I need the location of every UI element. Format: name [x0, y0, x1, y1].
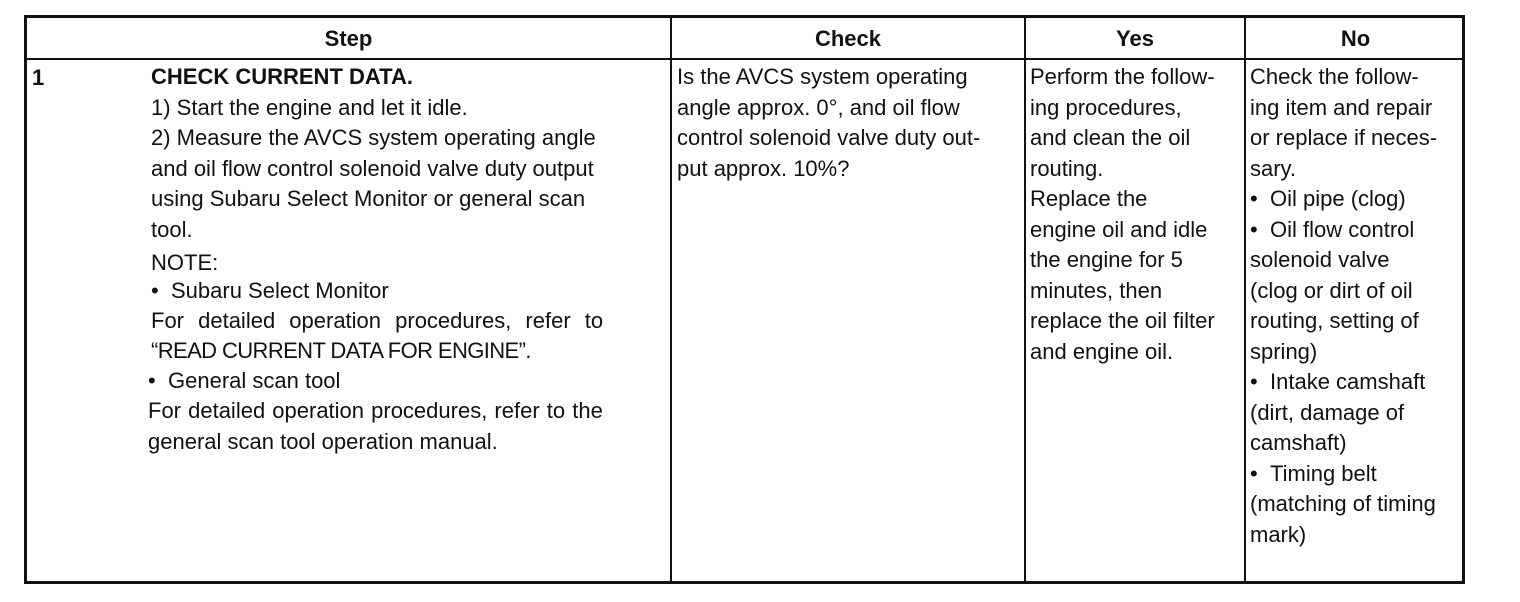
yes-line: Replace the: [1030, 186, 1148, 211]
note-bullet-select-monitor: [148, 277, 664, 305]
step-instruction-2: 2) Measure the AVCS system operating angle: [151, 125, 596, 150]
step-instruction-2-cont: and oil flow control solenoid valve duty output: [151, 155, 594, 181]
yes-line: ing procedures,: [1030, 94, 1182, 120]
no-item-text: Oil flow control: [1270, 216, 1415, 242]
diagnostic-table: [24, 15, 1465, 584]
no-item-detail: (clog or dirt of oil: [1250, 277, 1413, 303]
no-line: sary.: [1250, 155, 1297, 181]
yes-line: the engine for 5: [1030, 247, 1183, 272]
no-item-timing-belt: [1250, 459, 1464, 490]
yes-line: and clean the oil: [1030, 125, 1191, 150]
no-item-oil-pipe: [1250, 184, 1464, 215]
no-item-text: Oil pipe (clog): [1270, 186, 1406, 211]
note-monitor-text: For detailed operation procedures, refer to: [151, 308, 604, 333]
no-item-detail: solenoid valve: [1250, 247, 1390, 272]
check-line: Is the AVCS system operating: [677, 64, 968, 89]
yes-cell: [1030, 62, 1242, 367]
no-item-detail: mark): [1250, 521, 1307, 547]
note-monitor-reference: “READ CURRENT DATA FOR ENGINE”.: [151, 338, 531, 363]
no-item-solenoid-valve: [1250, 215, 1464, 246]
header-check: Check: [814, 26, 882, 51]
step-instruction-2-cont: tool.: [151, 216, 193, 242]
header-divider: [27, 58, 1462, 60]
no-item-intake-camshaft: [1250, 367, 1464, 398]
no-line: ing item and repair: [1250, 94, 1433, 120]
no-line: or replace if neces-: [1250, 125, 1438, 150]
no-item-text: Timing belt: [1270, 460, 1377, 486]
no-item-text: Intake camshaft: [1270, 369, 1426, 394]
column-divider: [1024, 18, 1026, 581]
check-line: control solenoid valve duty out-: [677, 125, 981, 150]
note-label: NOTE:: [151, 250, 219, 275]
yes-line: engine oil and idle: [1030, 216, 1208, 242]
step-number: 1: [32, 65, 45, 90]
yes-line: replace the oil filter: [1030, 308, 1215, 333]
header-no: No: [1340, 26, 1371, 51]
check-line: angle approx. 0°, and oil flow: [677, 94, 960, 120]
step-instruction-2-cont: using Subaru Select Monitor or general scan: [151, 186, 586, 211]
yes-line: and engine oil.: [1030, 338, 1174, 364]
header-step: Step: [324, 26, 373, 51]
no-item-detail: (dirt, damage of: [1250, 399, 1405, 425]
note-bullet-text: General scan tool: [168, 368, 341, 393]
note-scan-text-cont: general scan tool operation manual.: [148, 428, 498, 454]
note-bullet-scan-tool: [148, 366, 664, 396]
check-cell: [677, 62, 1022, 184]
note-bullet-text: Subaru Select Monitor: [171, 278, 389, 303]
no-line: Check the follow-: [1250, 64, 1419, 89]
step-cell: [148, 62, 664, 457]
yes-line: routing.: [1030, 155, 1104, 181]
header-yes: Yes: [1116, 26, 1154, 51]
no-item-detail: spring): [1250, 338, 1318, 364]
no-item-detail: (matching of timing: [1250, 491, 1436, 516]
column-divider: [1244, 18, 1246, 581]
yes-line: Perform the follow-: [1030, 64, 1215, 89]
yes-line: minutes, then: [1030, 277, 1163, 303]
check-line: put approx. 10%?: [677, 155, 850, 181]
step-title: CHECK CURRENT DATA.: [151, 64, 413, 89]
note-scan-text: For detailed operation procedures, refer to the: [148, 398, 603, 423]
no-cell: [1250, 62, 1464, 550]
column-divider: [670, 18, 672, 581]
step-instruction-1: 1) Start the engine and let it idle.: [151, 94, 468, 120]
no-item-detail: camshaft): [1250, 430, 1347, 455]
no-item-detail: routing, setting of: [1250, 308, 1419, 333]
